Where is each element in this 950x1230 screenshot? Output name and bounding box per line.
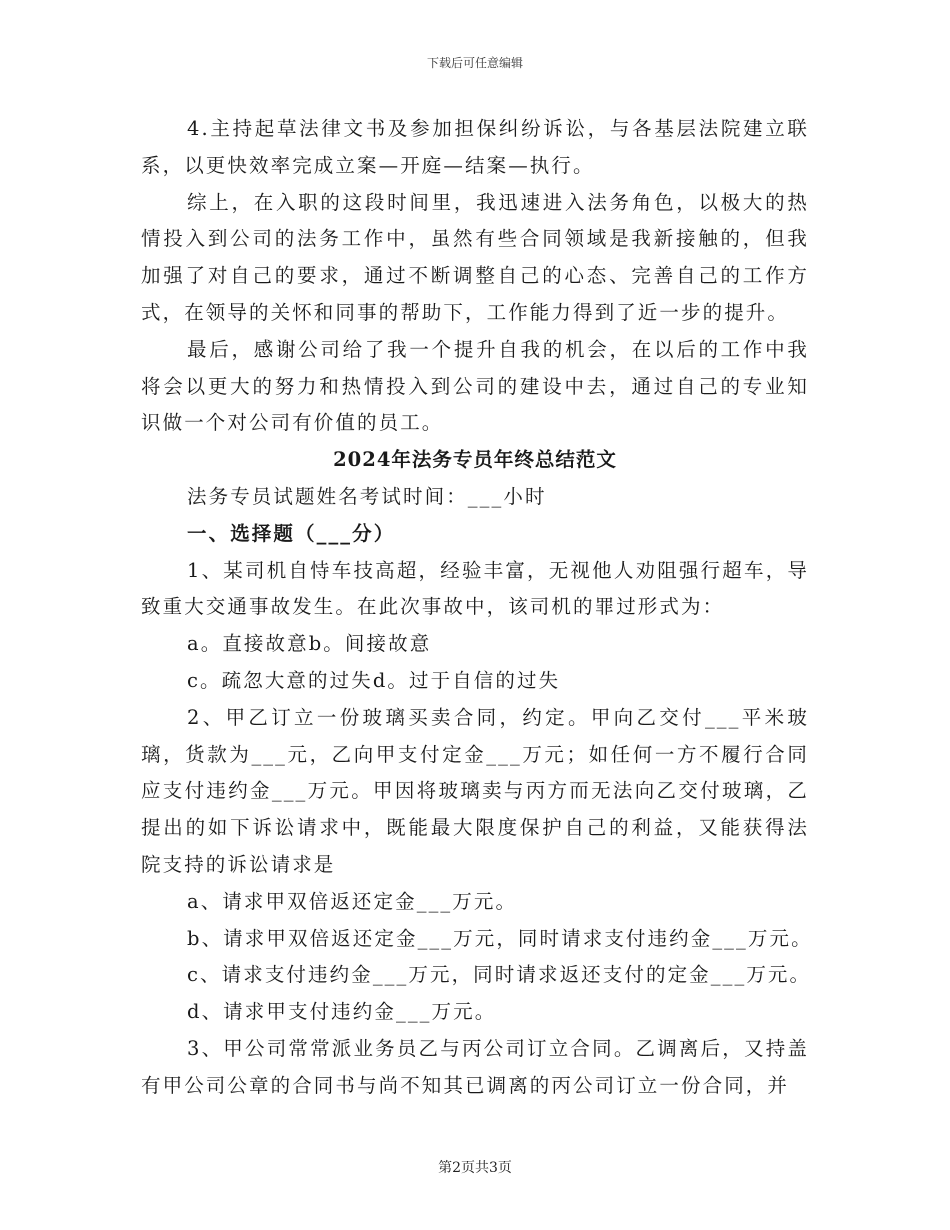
question-3: 3、甲公司常常派业务员乙与丙公司订立合同。乙调离后，又持盖有甲公司公章的合同书与尚不知其已调离的丙公司订立一份合同，并 [141,1036,809,1097]
document-body [141,111,813,1105]
paragraph-closing: 最后，感谢公司给了我一个提升自我的机会，在以后的工作中我将会以更大的努力和热情投入到公司的建设中去，通过自己的专业知识做一个对公司有价值的员工。 [141,337,809,435]
question-2-option-c: c、请求支付违约金___万元，同时请求返还支付的定金___万元。 [187,963,812,987]
paragraph-item-4: 4.主持起草法律文书及参加担保纠纷诉讼，与各基层法院建立联系，以更快效率完成立案—开庭—结案—执行。 [141,117,809,177]
page-number: 第2页共3页 [438,1160,512,1176]
question-1: 1、某司机自恃车技高超，经验丰富，无视他人劝阻强行超车，导致重大交通事故发生。在此次事故中，该司机的罪过形式为： [141,558,809,619]
exam-info-line: 法务专员试题姓名考试时间：___小时 [187,484,547,508]
question-2-option-b: b、请求甲双倍返还定金___万元，同时请求支付违约金___万元。 [187,926,813,950]
question-1-options-cd: c。疏忽大意的过失d。过于自信的过失 [187,668,561,692]
question-2-option-a: a、请求甲双倍返还定金___万元。 [187,889,518,913]
question-2: 2、甲乙订立一份玻璃买卖合同，约定。甲向乙交付___平米玻璃，货款为___元，乙向甲支付定金___万元；如任何一方不履行合同应支付违约金___万元。甲因将玻璃卖与丙方而无法向乙交付玻璃，乙提出的如下诉讼请求中，既能最大限度保护自己的利益，又能获得法院支持的诉讼请求是 [141,705,809,876]
section-heading-choice: 一、选择题（___分） [187,521,396,545]
question-1-options-ab: a。直接故意b。间接故意 [187,632,432,656]
page-header-note: 下载后可任意编辑 [426,56,523,70]
paragraph-summary: 综上，在入职的这段时间里，我迅速进入法务角色，以极大的热情投入到公司的法务工作中，虽然有些合同领域是我新接触的，但我加强了对自己的要求，通过不断调整自己的心态、完善自己的工作方式，在领导的关怀和同事的帮助下，工作能力得到了近一步的提升。 [141,190,809,324]
document-title: 2024年法务专员年终总结范文 [333,448,617,472]
question-2-option-d: d、请求甲支付违约金___万元。 [187,1000,497,1024]
